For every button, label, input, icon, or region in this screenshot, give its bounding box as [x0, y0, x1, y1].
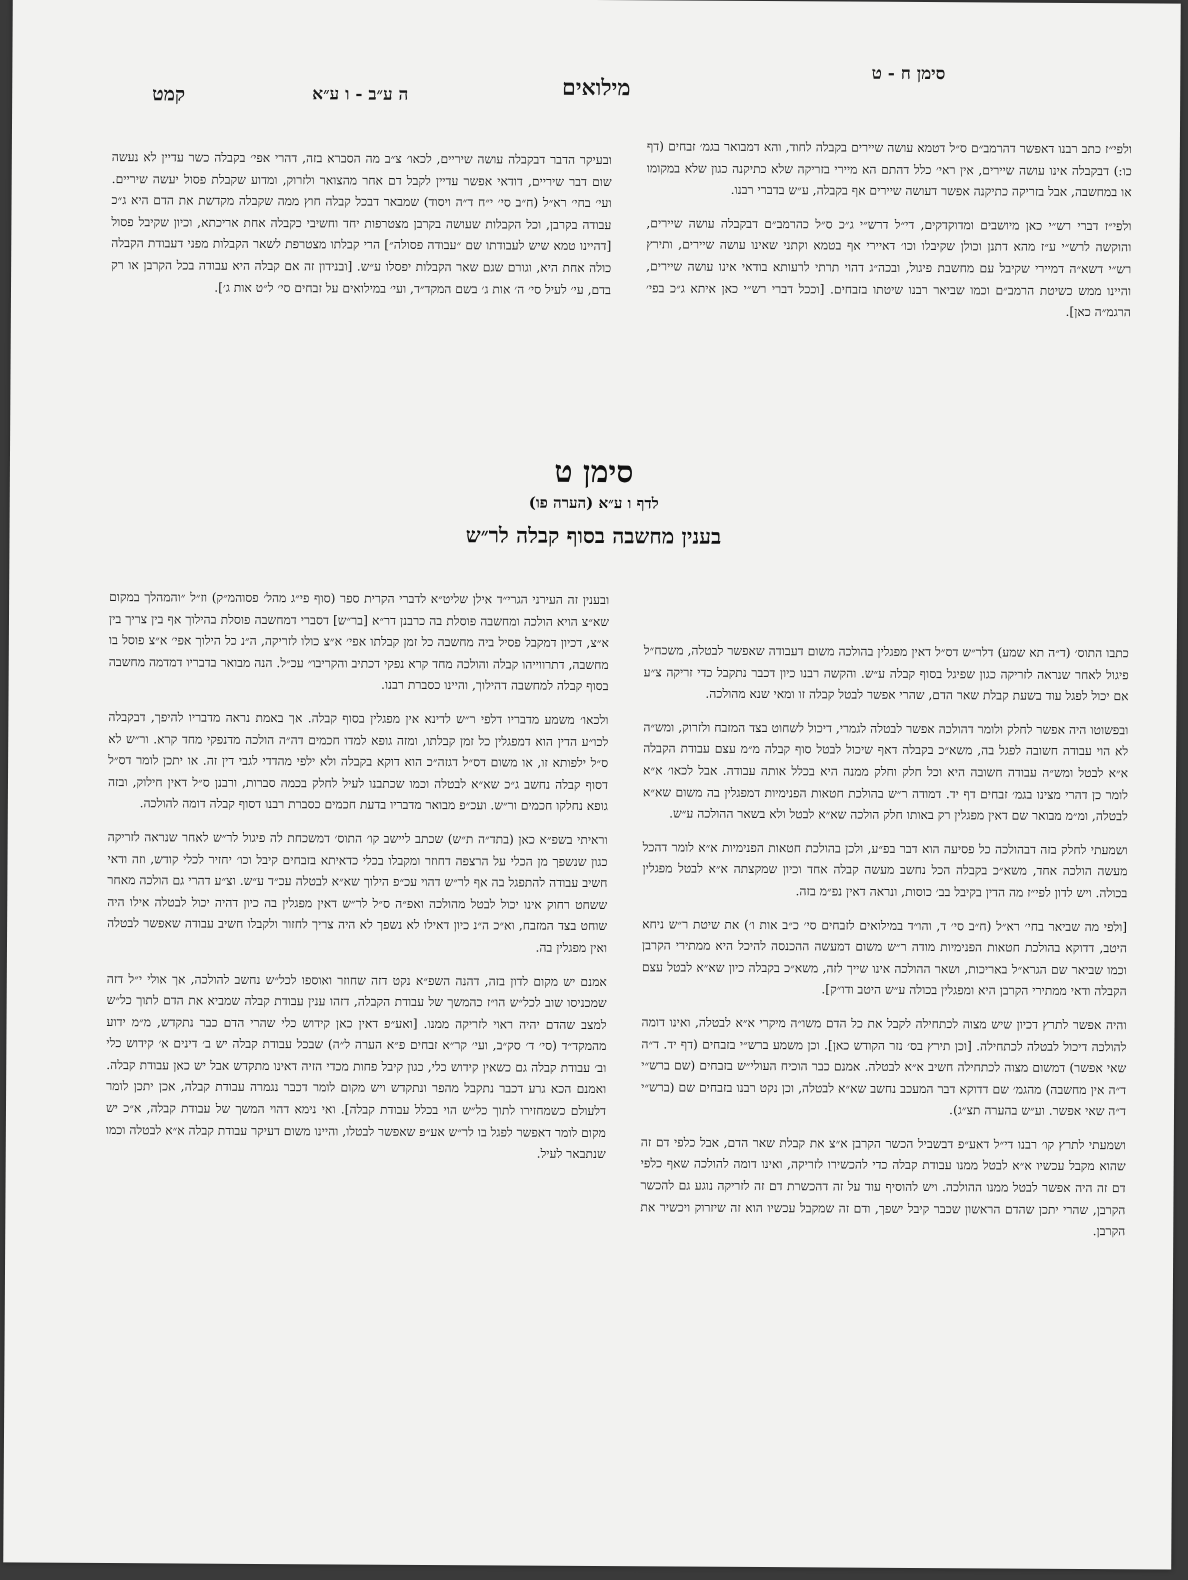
paragraph: וראיתי בשפ״א כאן (בתד״ה ת״ש) שכתב ליישב קו׳ התוס׳ דמשכחת לה פיגול לר״ש לאחר שנראה לזריקה כגון שנשפך מן הכלי על הרצפה דחוזר ומקבלו בכלי כדאיתא בזבחים קיבל וכו׳ יחזיר לכלי קודש, וזה ודאי חשיב עבודה להתפגל בה אף לר״ש דהוי עכ״פ הילוך שא״א לבטלה עכ״ד ע״ש. וצ״ע דהרי גם הולכה מאחר ששחט רחוק אינו יכול לבטל מהולכה ואפ״ה ס״ל לר״ש דאין מפגלין בה כיון דהיה יכול לבטלה אילו היה שוחט בצד המזבח, וא״כ ה״נ כיון דאילו לא נשפך לא היה צריך לחזור ולקבלו חשיב עבודה שאפשר לבטלה ואין מפגלין בה.	[107, 829, 608, 956]
paragraph: כתבו התוס׳ (ד״ה תא שמע) דלר״ש דס״ל דאין מפגלין בהולכה משום דעבודה שאפשר לבטלה, משכח״ל פיגול לאחר שנראה לזריקה כגון שפיגל בסוף קבלה ע״ש. והקשה רבנו כיון דכבר נתקבל כדי זריקה צ״ע אם יכול לפגל עוד בשעת קבלת שאר הדם, שהרי אפשר לבטל קבלה זו ומאי שנא מהולכה.	[643, 643, 1129, 704]
section-subtitle: לדף ו ע״א (הערה פו)	[528, 493, 659, 513]
paragraph: והיה אפשר לתרץ דכיון שיש מצוה לכתחילה לקבל את כל הדם משו״ה מיקרי א״א לבטלה, ואינו דומה להולכה דיכול לבטלה לכתחילה. [וכן תירץ בס׳ נזר הקודש כאן]. וכן משמע ברש״י בזבחים (דף יד. ד״ה שאי אפשר) דמשום מצוה לכתחילה חשיב א״א לבטלה. אמנם כבר הוכיח העולי״ש בזבחים (שם ברש״י ד״ה אין מחשבה) מהגמ׳ שם דדוקא דבר המעכב נחשב שא״א לבטלה, וכן נקט רבנו בזבחים שם (ברש״י ד״ה שאי אפשר. וע״ש בהערה תצ״ג).	[641, 1015, 1127, 1119]
page-number: קמט	[152, 83, 186, 106]
paragraph: ושמעתי לחלק בזה דבהולכה כל פסיעה הוא דבר בפ״ע, ולכן בהולכת חטאות הפנימיות א״א לומר דהכל מעשה הולכה אחד, משא״כ בקבלה הכל נחשב מעשה קבלה אחד וכיון שמקצתה א״א לבטל מפגלין בכולה. ויש לדון לפי״ז מה הדין בקיבל בב׳ כוסות, ונראה דאין נפ״מ בזה.	[642, 840, 1128, 901]
paragraph: ולכאו׳ משמע מדבריו דלפי ר״ש לדינא אין מפגלין בסוף קבלה. אך באמת נראה מדבריו להיפך, דבקבלה לכו״ע הדין הוא דמפגלין כל זמן קבלתו, ומזה גופא למדו חכמים דה״ה הולכה מדנפקי מחד קרא. ור״ש לא ס״ל ילפותא זו, או משום דס״ל דגזה״כ הוא דוקא בקבלה ולא ילפי מהדדי לגבי דין זה. או יתכן לומר דס״ל דסוף קבלה נחשב ג״כ שא״א לבטלה וכמו שכתבנו לעיל לחלק בכמה סברות, ורבנן ס״ל דאין חילוק, ובזה גופא נחלקו חכמים ור״ש. ועכ״פ מבואר מדבריו בדעת חכמים כסברת רבנו דסוף קבלה דומה להולכה.	[107, 710, 609, 814]
paragraph: ובעיקר הדבר דבקבלה עושה שיריים, לכאו׳ צ״ב מה הסברא בזה, דהרי אפי׳ בקבלה כשר עדיין לא נעשה שום דבר שיריים, דודאי אפשר עדיין לקבל דם אחר מהצואר ולזרוק, ומדוע שקבלת פסול יעשה שיריים. ועי׳ בחי׳ רא״ל (ח״ב סי׳ י״ח ד״ה ויסוד) שמבאר דבכל קבלה חוץ ממה שקבלה מקדשת את הדם היא ג״כ עבודה בקרבן, וכל הקבלות שעושה בקרבן מצטרפות יחד וחשיבי כקבלה אחת אריכתא, וכיון שקיבל פסול [דהיינו טמא שיש לעבודתו שם ״עבודה פסולה״] הרי קבלתו מצטרפת לשאר הקבלות מפני דעבודת הקבלה כולה אחת היא, וגורם שגם שאר הקבלות יפסלו ע״ש. [ובנידון זה אם קבלה היא עבודה בכל הקרבן או רק בדם, עי׳ לעיל סי׳ ה׳ אות ג׳ בשם המקד״ד, ועי׳ במילואים על זבחים סי׳ ל״ט אות ג׳].	[111, 150, 612, 297]
column-right-bottom	[640, 640, 1129, 1255]
section-topic: בענין מחשבה בסוף קבלה לר״ש	[465, 522, 722, 549]
section-heading	[9, 451, 1178, 552]
column-left-top	[111, 147, 612, 313]
paragraph: ולפי״ז כתב רבנו דאפשר דהרמב״ם ס״ל דטמא עושה שיירים בקבלה לחוד, והא דמבואר בגמ׳ זבחים (דף כו:) דבקבלה אינו עושה שיירים, אין ראי׳ כלל דהתם הא מיירי בזריקה שלא כתיקנה כגון שלא במקומו או במחשבה, אבל בזריקה כתיקנה אפשר דעושה שיירים אף בקבלה, ע״ש בדברי רבנו.	[646, 139, 1132, 200]
column-left-bottom	[106, 587, 610, 1178]
section-title: סימן ט	[554, 454, 634, 491]
paragraph: ובענין זה העירני הגרי״ד אילן שליט״א לדברי הקרית ספר (סוף פי״ג מהל׳ פסוהמ״ק) וז״ל ״והמהלך במקום שא״צ הויא הולכה ומחשבה פוסלת בה כרבנן דר״א [בר״ש] דסברי דמחשבה פוסלת בהילוך אף בין צריך בין א״צ, דכיון דמקבל פסיל ביה מחשבה כל זמן קבלתו אפי׳ א״צ כולו לזריקה, ה״נ כל הילוך אפי׳ א״צ פוסל בו מחשבה, דתרווייהו קבלה והולכה מחד קרא נפקי דכתיב והקריבו״ עכ״ל. הנה מבואר בדבריו דמדמה מחשבה בסוף קבלה למחשבה דהילוך, והיינו כסברת רבנו.	[108, 590, 610, 694]
paragraph: ולפי״ז דברי רש״י כאן מיושבים ומדוקדקים, די״ל דרש״י ג״כ ס״ל כהרמב״ם דבקבלה עושה שיירים, והוקשה לרש״י ע״ז מהא דתנן וכולן שקיבלו וכו׳ דאיירי אף בטמא וקתני שאינו עושה שיירים, ותירץ רש״י דשא״ה דמיירי שקיבל עם מחשבת פיגול, ובכה״ג דהוי תרתי לרעותא בודאי אינו עושה שיירים, והיינו ממש כשיטת הרמב״ם וכמו שביאר רבנו שיטתו בזבחים. [וככל דברי רש״י כאן איתא ג״כ בפי׳ הרגמ״ה כאן].	[645, 216, 1132, 320]
book-page	[3, 0, 1181, 1570]
paragraph: ובפשוטו היה אפשר לחלק ולומר דהולכה אפשר לבטלה לגמרי, דיכול לשחוט בצד המזבח ולזרוק, ומש״ה לא הוי עבודה חשובה לפגל בה, משא״כ בקבלה דאף שיכול לבטל סוף קבלה מ״מ עצם עבודת הקבלה א״א לבטל ומש״ה עבודה חשובה היא וכל חלק וחלק ממנה היא בכלל אותה עבודה. אבל לכאו׳ א״א לומר כן דהרי מצינו בגמ׳ זבחים דף יד. דמודה ר״ש בהולכת חטאות הפנימיות דמפגלין בה משום שא״א לבטלה, ומ״מ מבואר שם דאין מפגלין רק באותו חלק הולכה שא״א לבטל ולא בשאר ההולכה ע״ש.	[642, 720, 1129, 824]
paragraph: אמנם יש מקום לדון בזה, דהנה השפ״א נקט דזה שחוזר ואוספו לכל״ש נחשב להולכה, אך אולי י״ל דזה שמכניסו שוב לכל״ש הו״ז כהמשך של עבודת הקבלה, דזהו ענין עבודת קבלה שמביא את הדם לתוך כל״ש למצב שהדם יהיה ראוי לזריקה ממנו. [ואע״פ דאין כאן קידוש כלי שהרי הדם כבר נתקדש, מ״מ ידוע מהמקד״ד (סי׳ ד׳ סק״ב, ועי׳ קר״א זבחים פ״א הערה ל״ה) שבכל עבודת קבלה יש ב׳ דינים א׳ קידוש כלי וב׳ עבודת קבלה גם כשאין קידוש כלי, כגון קיבל פחות מכדי הזיה דאינו מתקדש אבל יש כאן עבודת קבלה. ואמנם הכא גרע דכבר נתקבל מהפר ונתקדש ויש מקום לומר דכבר נגמרה עבודת קבלה, אכן יתכן לומר דלעולם כשמחזירו לתוך כל״ש הוי בכלל עבודת קבלה]. ואי נימא דהוי המשך של עבודת קבלה, א״כ יש מקום לומר דאפשר לפגל בו לר״ש אע״פ שאפשר לבטלו, והיינו משום דעיקר עבודת קבלה א״א לבטלה וכמו שנתבאר לעיל.	[105, 971, 607, 1162]
column-right-top	[646, 136, 1132, 336]
running-header-title: מילואים	[561, 74, 631, 102]
paragraph: ושמעתי לתרץ קו׳ רבנו די״ל דאע״פ דבשביל הכשר הקרבן א״צ את קבלת שאר הדם, אבל כלפי דם זה שהוא מקבל עכשיו א״א לבטל ממנו עבודת קבלה כדי להכשירו לזריקה, ואינו דומה להולכה שאף כלפי דם זה היה אפשר לבטל ממנו ההולכה. ויש להוסיף עוד על זה דהכשרת דם זה לזריקה נוגע גם להכשר הקרבן, שהרי יתכן שהדם הראשון שכבר קיבל ישפך, ודם זה שמקבל עכשיו הוא זה שיזרוק ויכשיר את הקרבן.	[640, 1135, 1126, 1239]
running-header-siman: סימן ח - ט	[871, 63, 946, 85]
paragraph: [ולפי מה שביאר בחי׳ רא״ל (ח״ב סי׳ ד, והו״ד במילואים לזבחים סי׳ כ״ב אות ו׳) את שיטת ר״ש ניחא היטב, דדוקא בהולכת חטאות הפנימיות מודה ר״ש משום דמעשה ההכנסה להיכל היא ממתירי הקרבן וכמו שביאר שם הגרא״ל באריכות, ושאר ההולכה אינו שייך לזה, משא״כ בקבלה כיון שא״א לבטל עצם הקבלה ודאי ממתירי הקרבן היא ומפגלין בכולה ע״ש היטב ודו״ק].	[641, 916, 1128, 999]
running-header-daf: ה ע״ב - ו ע״א	[312, 84, 409, 105]
